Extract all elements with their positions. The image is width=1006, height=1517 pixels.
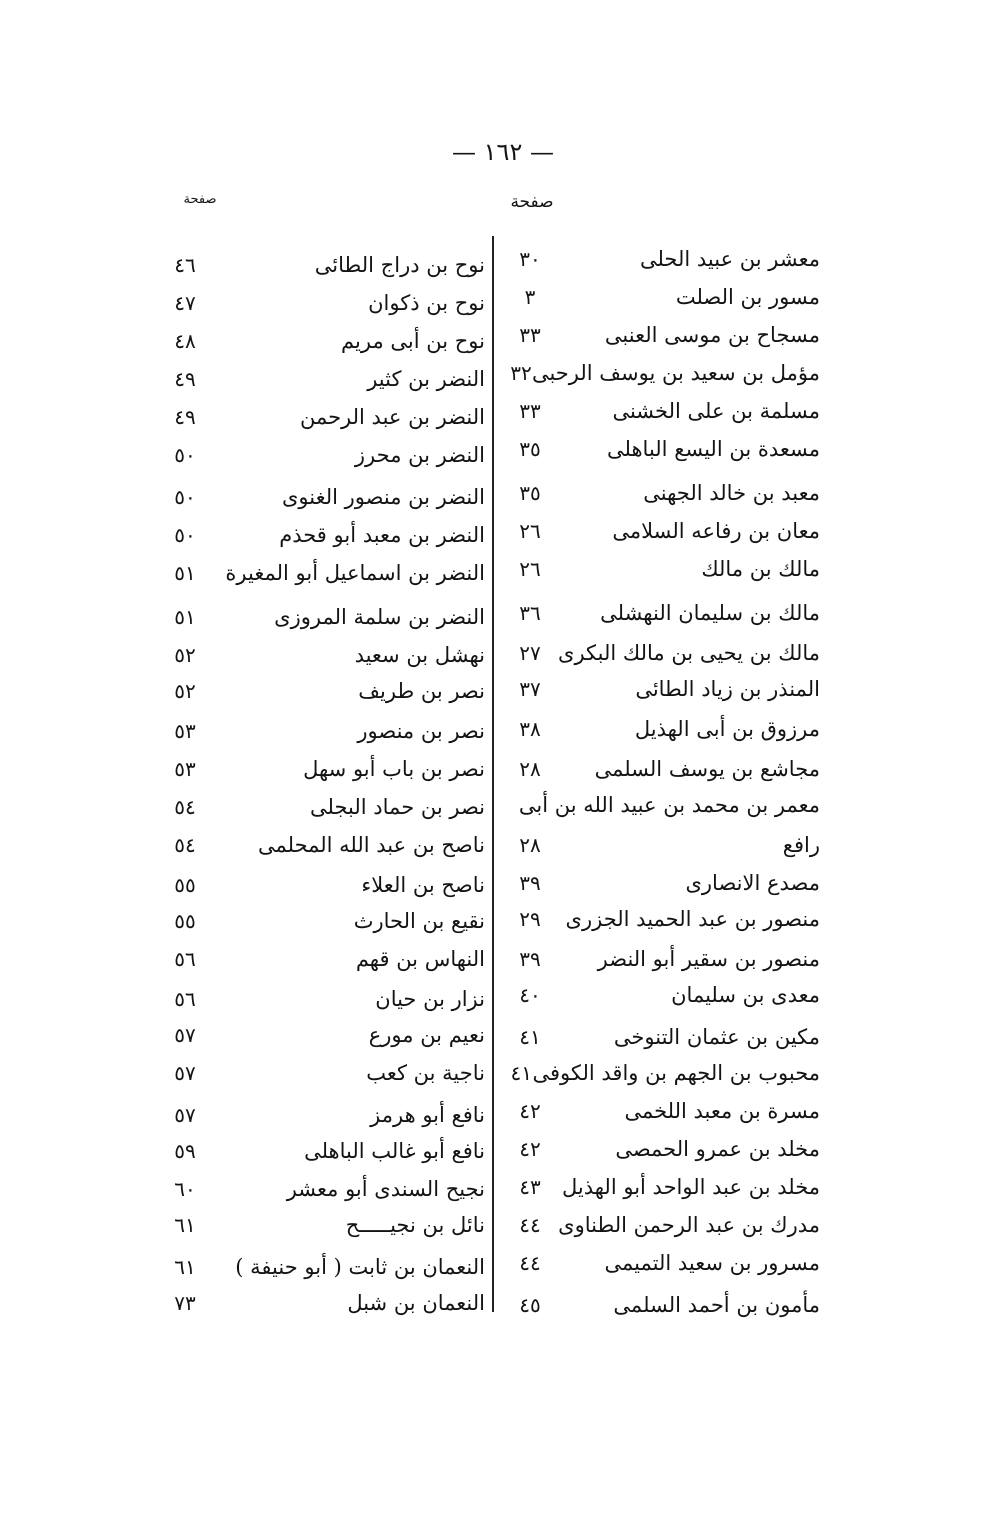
index-entry (165, 286, 485, 320)
index-entry (165, 600, 485, 634)
entry-name: نصر بن باب أبو سهل (303, 757, 485, 781)
entry-page-number: ٣٣ (519, 323, 541, 347)
entry-page-number: ٤٤ (519, 1213, 541, 1237)
entry-name: نجيح السندى أبو معشر (286, 1177, 485, 1201)
entry-page-number: ٤٦ (174, 253, 196, 277)
entry-page-number: ٤٤ (519, 1251, 541, 1275)
entry-page-number: ٣ (524, 285, 536, 309)
entry-page-number: ٣٣ (519, 399, 541, 423)
index-entry (510, 1132, 820, 1166)
entry-page-number: ٥٧ (174, 1061, 196, 1085)
index-entry (510, 476, 820, 510)
entry-name: مسرة بن معبد اللخمى (624, 1099, 820, 1123)
entry-name: نصر بن منصور (357, 719, 485, 743)
entry-name: مؤمل بن سعيد بن يوسف الرحبى (531, 361, 820, 385)
entry-page-number: ٥٠ (174, 443, 196, 467)
index-entry (510, 318, 820, 352)
index-entry (510, 828, 820, 862)
entry-name: مسلمة بن على الخشنى (612, 399, 820, 423)
entry-name: معبد بن خالد الجهنى (643, 481, 820, 505)
entry-name: النعمان بن ثابت ( أبو حنيفة ) (235, 1255, 485, 1279)
entry-page-number: ٥٧ (174, 1103, 196, 1127)
entry-name: نافع أبو هرمز (370, 1103, 485, 1127)
entry-page-number: ٣٦ (519, 601, 541, 625)
index-entry (165, 868, 485, 902)
index-entry (510, 514, 820, 548)
entry-name: معشر بن عبيد الحلى (639, 247, 820, 271)
entry-page-number: ٤٢ (519, 1137, 541, 1161)
entry-page-number: ٣٩ (519, 947, 541, 971)
entry-name: نصر بن طريف (358, 679, 485, 703)
right-column (510, 238, 820, 1317)
entry-name: منصور بن سقير أبو النضر (597, 947, 820, 971)
entry-name: مصدع الانصارى (685, 871, 820, 895)
entry-name: مسعدة بن اليسع الباهلى (607, 437, 820, 461)
index-entry (510, 1170, 820, 1204)
entry-page-number: ٥٣ (174, 719, 196, 743)
entry-page-number: ٥٩ (174, 1139, 196, 1163)
entry-page-number: ٥١ (174, 561, 196, 585)
entry-page-number: ٥٢ (174, 679, 196, 703)
index-entry (510, 752, 820, 786)
entry-name: نهشل بن سعيد (354, 643, 485, 667)
entry-name: رافع (782, 833, 820, 857)
entry-page-number: ٥٣ (174, 757, 196, 781)
entry-page-number: ٤٣ (519, 1175, 541, 1199)
left-column (165, 238, 485, 1315)
index-entry (510, 596, 820, 630)
column-divider (492, 236, 494, 1312)
entry-name: نافع أبو غالب الباهلى (304, 1139, 485, 1163)
index-entry (510, 1246, 820, 1280)
entry-name: نوح بن ذكوان (368, 291, 485, 315)
entry-name: مأمون بن أحمد السلمى (613, 1293, 820, 1317)
index-entry (165, 1134, 485, 1168)
entry-name: مسور بن الصلت (675, 285, 820, 309)
entry-page-number: ٥٦ (174, 987, 196, 1011)
entry-name: النضر بن معبد أبو قحذم (279, 523, 485, 547)
index-entry (510, 672, 820, 706)
index-entry (510, 356, 820, 390)
entry-name: نقيع بن الحارث (353, 909, 485, 933)
entry-name: معدى بن سليمان (671, 983, 820, 1007)
entry-name: مالك بن يحيى بن مالك البكرى (558, 641, 820, 665)
entry-page-number: ٣٠ (519, 247, 541, 271)
index-entry (165, 556, 485, 590)
entry-page-number: ٣٥ (519, 481, 541, 505)
column-header-right: صفحة (510, 192, 554, 212)
index-entry (165, 828, 485, 862)
entry-name: معان بن رفاعه السلامى (612, 519, 820, 543)
index-entry (510, 1288, 820, 1322)
entry-name: مدرك بن عبد الرحمن الطناوى (558, 1213, 820, 1237)
index-entry (165, 1208, 485, 1242)
entry-name: نعيم بن مورع (368, 1023, 485, 1047)
index-entry (510, 978, 820, 1012)
index-entry (510, 432, 820, 466)
entry-name: مالك بن مالك (701, 557, 820, 581)
entry-page-number: ٤٥ (519, 1293, 541, 1317)
index-entry (165, 1250, 485, 1284)
entry-page-number: ٥٢ (174, 643, 196, 667)
index-entry (510, 902, 820, 936)
entry-page-number: ٣٢ (510, 361, 532, 385)
entry-name: مجاشع بن يوسف السلمى (594, 757, 820, 781)
entry-page-number: ٣٧ (519, 677, 541, 701)
index-entry (165, 362, 485, 396)
index-entry (165, 942, 485, 976)
entry-page-number: ٤٩ (174, 367, 196, 391)
entry-name: ناصح بن العلاء (361, 873, 485, 897)
entry-name: ناجية بن كعب (366, 1061, 485, 1085)
column-header-left: صفحة (183, 192, 217, 207)
index-entry (165, 1286, 485, 1320)
index-entry (165, 438, 485, 472)
index-entry (165, 1018, 485, 1052)
entry-page-number: ٢٦ (519, 557, 541, 581)
entry-name: محبوب بن الجهم بن واقد الكوفى (532, 1061, 820, 1085)
index-entry (165, 400, 485, 434)
index-entry (510, 942, 820, 976)
index-entry (165, 674, 485, 708)
entry-page-number: ٦٠ (174, 1177, 196, 1201)
index-entry (165, 1098, 485, 1132)
entry-page-number: ٤٩ (174, 405, 196, 429)
entry-name: نوح بن دراج الطائى (314, 253, 485, 277)
index-entry (165, 248, 485, 282)
index-entry (165, 982, 485, 1016)
entry-name: مخلد بن عمرو الحمصى (615, 1137, 820, 1161)
entry-page-number: ٤٧ (174, 291, 196, 315)
entry-name: ناصح بن عبد الله المحلمى (257, 833, 485, 857)
entry-page-number: ٥٦ (174, 947, 196, 971)
entry-page-number: ٥٠ (174, 523, 196, 547)
index-entry (165, 714, 485, 748)
entry-page-number: ٥٠ (174, 485, 196, 509)
entry-page-number: ٥٥ (174, 909, 196, 933)
entry-page-number: ٦١ (174, 1213, 196, 1237)
entry-page-number: ٦١ (174, 1255, 196, 1279)
entry-page-number: ٤٠ (519, 983, 541, 1007)
index-entry (510, 1208, 820, 1242)
index-entry (165, 790, 485, 824)
entry-name: النضر بن محرز (354, 443, 485, 467)
entry-name: منصور بن عبد الحميد الجزرى (565, 907, 820, 931)
entry-page-number: ٢٨ (519, 833, 541, 857)
entry-page-number: ٣٩ (519, 871, 541, 895)
index-entry (510, 1094, 820, 1128)
entry-name: النعمان بن شبل (347, 1291, 485, 1315)
entry-name: مسرور بن سعيد التميمى (604, 1251, 820, 1275)
entry-page-number: ٤١ (510, 1061, 532, 1085)
entry-page-number: ٢٦ (519, 519, 541, 543)
entry-name: النضر بن منصور الغنوى (282, 485, 485, 509)
index-entry (510, 1056, 820, 1090)
index-entry (510, 1020, 820, 1054)
entry-page-number: ٥٥ (174, 873, 196, 897)
entry-name: المنذر بن زياد الطائى (635, 677, 820, 701)
index-entry (510, 712, 820, 746)
index-entry (165, 904, 485, 938)
entry-name: نصر بن حماد البجلى (310, 795, 485, 819)
entry-name: مرزوق بن أبى الهذيل (634, 717, 820, 741)
entry-page-number: ٥٧ (174, 1023, 196, 1047)
index-entry (510, 280, 820, 314)
index-entry (510, 552, 820, 586)
index-entry (165, 324, 485, 358)
entry-page-number: ٢٨ (519, 757, 541, 781)
index-entry (510, 636, 820, 670)
index-entry (510, 788, 820, 822)
entry-name: مالك بن سليمان النهشلى (600, 601, 820, 625)
entry-page-number: ٣٥ (519, 437, 541, 461)
index-entry (165, 480, 485, 514)
entry-page-number: ٣٨ (519, 717, 541, 741)
entry-page-number: ٢٩ (519, 907, 541, 931)
entry-name: النهاس بن قهم (355, 947, 485, 971)
entry-name: النضر بن سلمة المروزى (274, 605, 485, 629)
entry-page-number: ٥٤ (174, 833, 196, 857)
entry-name: مخلد بن عبد الواحد أبو الهذيل (561, 1175, 820, 1199)
entry-page-number: ٤١ (519, 1025, 541, 1049)
entry-page-number: ٧٣ (174, 1291, 196, 1315)
entry-name: النضر بن كثير (367, 367, 485, 391)
index-entry (510, 242, 820, 276)
entry-page-number: ٥٤ (174, 795, 196, 819)
entry-name: نائل بن نجيـــــح (345, 1213, 485, 1237)
entry-name: النضر بن عبد الرحمن (299, 405, 485, 429)
entry-name: مكين بن عثمان التنوخى (613, 1025, 820, 1049)
entry-name: النضر بن اسماعيل أبو المغيرة (225, 561, 485, 585)
entry-name: معمر بن محمد بن عبيد الله بن أبى (518, 793, 820, 817)
entry-page-number: ٤٨ (174, 329, 196, 353)
index-entry (165, 752, 485, 786)
index-entry (510, 394, 820, 428)
entry-page-number: ٢٧ (519, 641, 541, 665)
index-entry (165, 638, 485, 672)
entry-page-number: ٥١ (174, 605, 196, 629)
index-entry (165, 1056, 485, 1090)
index-entry (165, 1172, 485, 1206)
entry-page-number: ٤٢ (519, 1099, 541, 1123)
index-entry (510, 866, 820, 900)
entry-name: مسجاح بن موسى العنبى (604, 323, 820, 347)
index-entry (165, 518, 485, 552)
entry-name: نزار بن حيان (375, 987, 485, 1011)
page-number: — ١٦٢ — (452, 138, 554, 166)
entry-name: نوح بن أبى مريم (341, 329, 485, 353)
